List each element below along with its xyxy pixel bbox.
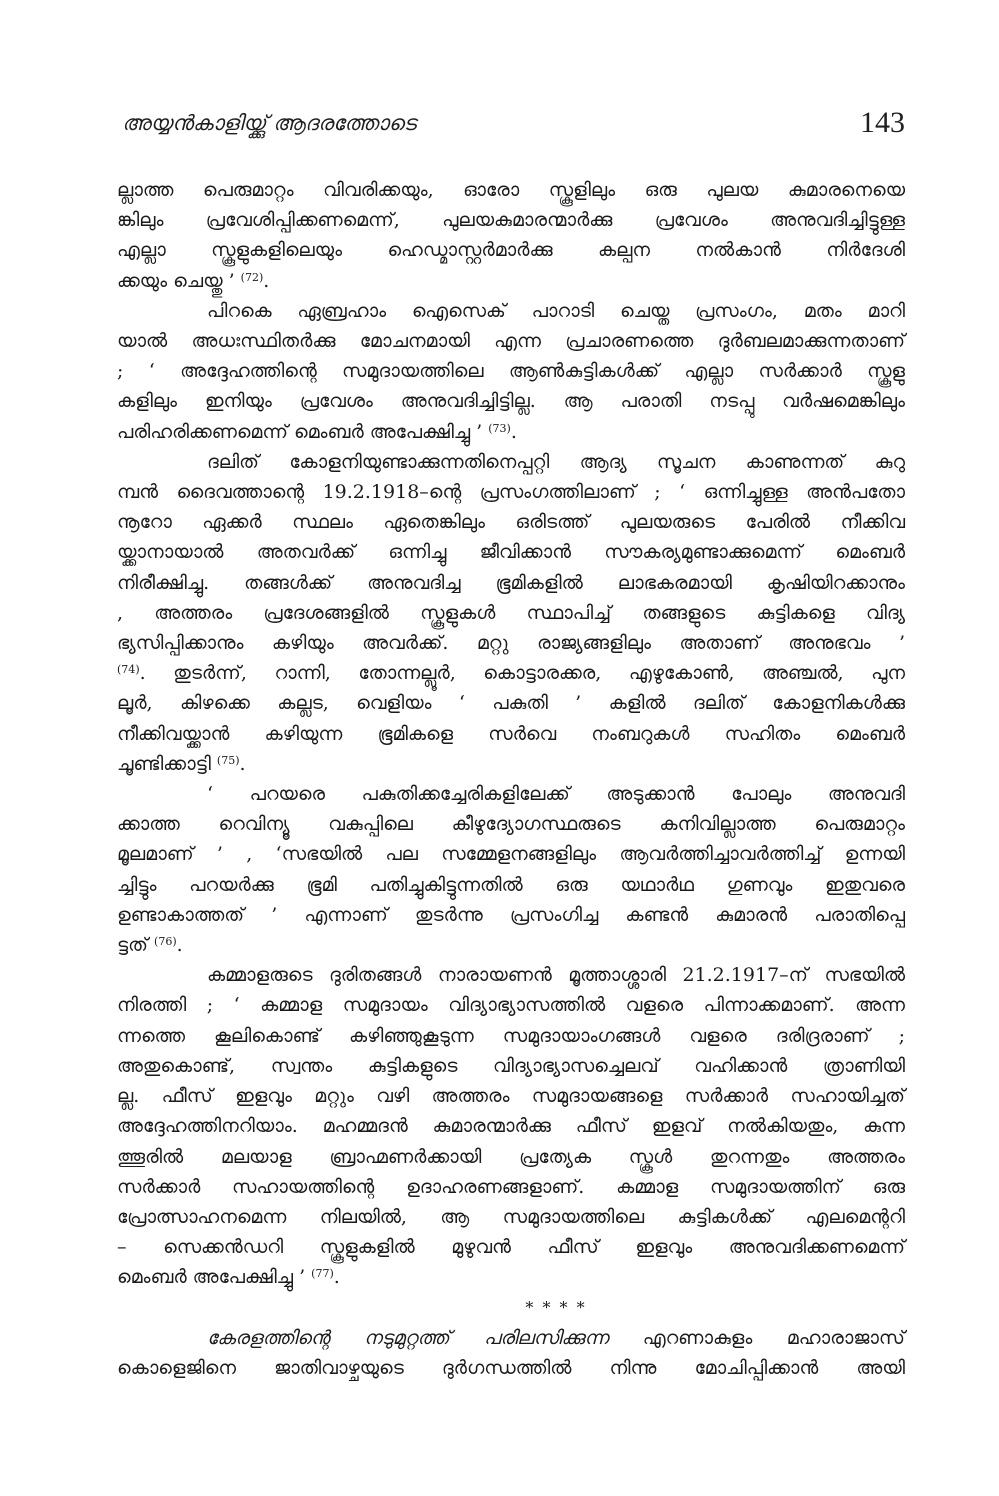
line-text: അദ്ദേഹത്തിനറിയാം. മഹമ്മദൻ കുമാരന്മാർക്കു ഫീസ് ഇളവ് നൽകിയതും, കുന്ന <box>117 1115 905 1138</box>
text-line <box>117 688 905 718</box>
line-text: – സെക്കൻഡറി സ്കൂളുകളിൽ മുഴുവൻ ഫീസ് ഇളവും അനുവദിക്കണമെന്ന് <box>117 1236 905 1259</box>
paragraph <box>117 779 905 960</box>
line-text: . തുടർന്ന്, റാന്നി, തോന്നല്ലൂർ, കൊട്ടാരക്കര, എഴുകോൺ, അഞ്ചൽ, പുന <box>139 662 905 685</box>
line-text: ന്നത്തെ കൂലികൊണ്ട് കഴിഞ്ഞുകൂടുന്ന സമുദായാംഗങ്ങൾ വളരെ ദരിദ്രരാണ് ; <box>117 1024 905 1047</box>
body-text <box>117 175 905 1383</box>
paragraph <box>117 175 905 296</box>
line-text: ട്ടത് <box>117 934 155 957</box>
text-line <box>117 356 905 386</box>
paragraph <box>117 1323 905 1383</box>
page-number: 143 <box>860 106 905 139</box>
text-line <box>117 1081 905 1111</box>
text-line <box>117 779 905 809</box>
paragraph <box>117 296 905 447</box>
footnote-ref: (73) <box>488 421 511 435</box>
text-line <box>117 1353 905 1383</box>
line-text: എറണാകുളം മഹാരാജാസ് <box>608 1326 905 1349</box>
line-text: ചൂണ്ടിക്കാട്ടി <box>117 752 217 775</box>
text-line <box>117 1172 905 1202</box>
line-text: അതുകൊണ്ട്, സ്വന്തം കുട്ടികളുടെ വിദ്യാഭ്യാസച്ചെലവ് വഹിക്കാൻ ത്രാണിയി <box>117 1054 905 1077</box>
line-text: കമ്മാളരുടെ ദുരിതങ്ങൾ നാരായണൻ മൂത്താശ്ശാരി 21.2.1917–ന് സഭയിൽ <box>207 964 905 987</box>
text-line <box>117 507 905 537</box>
running-title: അയ്യൻകാളിയ്ക്കു് ആദരത്തോടെ <box>122 110 416 135</box>
line-text: എല്ലാ സ്കൂളുകളിലെയും ഹെഡ്മാസ്റ്റർമാർക്കു കല്പന നൽകാൻ നിർദേശി <box>117 239 905 262</box>
line-text: ത്തൂരിൽ മലയാള ബ്രാഹ്മണർക്കായി പ്രത്യേക സ്കൂൾ തുറന്നതും അത്തരം <box>117 1145 905 1168</box>
line-text: യാൽ അധഃസ്ഥിതർക്കു മോചനമായി എന്ന പ്രചാരണത്തെ ദുർബലമാക്കുന്നതാണ് <box>117 330 905 353</box>
text-line <box>117 839 905 869</box>
footnote-ref: (77) <box>311 1267 334 1281</box>
paragraph <box>117 960 905 1292</box>
section-after-break <box>117 1323 905 1383</box>
line-text: ക്കയും ചെയ്തു ’ <box>117 269 241 292</box>
footnote-ref: (74) <box>117 663 140 677</box>
text-line <box>117 477 905 507</box>
line-text: ല്ല. ഫീസ് ഇളവും മറ്റും വഴി അത്തരം സമുദായങ്ങളെ സർക്കാർ സഹായിച്ചത് <box>117 1085 905 1108</box>
line-text: ങ്കിലും പ്രവേശിപ്പിക്കണമെന്ന്, പുലയകുമാരന്മാർക്കു പ്രവേശം അനുവദിച്ചിട്ടുള്ള <box>117 209 905 232</box>
line-text: നിരത്തി ; ‘ കമ്മാള സമുദായം വിദ്യാഭ്യാസത്തിൽ വളരെ പിന്നാക്കമാണ്. അന്ന <box>117 994 905 1017</box>
footnote-ref: (72) <box>240 270 264 284</box>
line-text: പിറകെ ഏബ്രഹാം ഐസെക് പാറാടി ചെയ്ത പ്രസംഗം, മതം മാറി <box>207 299 905 322</box>
line-text: . <box>239 752 246 775</box>
line-text: മെംബർ അപേക്ഷിച്ചു ’ <box>117 1266 312 1289</box>
paragraph <box>117 447 905 779</box>
line-text: ഉണ്ടാകാത്തത് ’ എന്നാണ് തുടർന്നു പ്രസംഗിച്ച കണ്ടൻ കുമാരൻ പരാതിപ്പെ <box>117 903 905 926</box>
line-text: . <box>333 1266 340 1289</box>
running-header <box>117 104 905 142</box>
line-text: നിരീക്ഷിച്ചു. തങ്ങൾക്ക് അനുവദിച്ച ഭൂമികളിൽ ലാഭകരമായി കൃഷിയിറക്കാനും <box>117 571 905 594</box>
line-text: ; ‘ അദ്ദേഹത്തിന്റെ സമുദായത്തിലെ ആൺകുട്ടികൾക്ക് എല്ലാ സർക്കാർ സ്കൂളു <box>117 360 905 383</box>
text-line <box>117 296 905 326</box>
text-line <box>117 1111 905 1141</box>
line-text: ല്ലാത്ത പെരുമാറ്റം വിവരിക്കയും, ഓരോ സ്കൂളിലും ഒരു പുലയ കുമാരനെയെ <box>117 179 905 201</box>
line-text: . <box>263 269 270 292</box>
text-line <box>117 1142 905 1172</box>
line-text: ‘ പറയരെ പകുതിക്കച്ചേരികളിലേക്ക് അടുക്കാൻ പോലും അനുവദി <box>207 783 905 806</box>
text-line <box>117 447 905 477</box>
line-text: ക്കാത്ത റെവിന്യൂ വകുപ്പിലെ കീഴുദ്യോഗസ്ഥരുടെ കനിവില്ലാത്ത പെരുമാറ്റം <box>117 813 905 836</box>
line-text: . <box>510 420 517 443</box>
text-line <box>117 537 905 567</box>
line-text: പ്രോത്സാഹനമെന്ന നിലയിൽ, ആ സമുദായത്തിലെ കുട്ടികൾക്ക് എലമെന്ററി <box>117 1205 905 1228</box>
line-text: ദലിത് കോളനിയുണ്ടാക്കുന്നതിനെപ്പറ്റി ആദ്യ സൂചന കാണുന്നത് കുറു <box>207 450 905 473</box>
text-line <box>117 266 905 296</box>
text-line <box>117 960 905 990</box>
text-line <box>117 719 905 749</box>
text-line <box>117 205 905 235</box>
line-text: മ്പൻ ദൈവത്താന്റെ 19.2.1918–ന്റെ പ്രസംഗത്തിലാണ് ; ‘ ഒന്നിച്ചുള്ള അൻപതോ <box>117 481 905 504</box>
text-line <box>117 809 905 839</box>
text-line <box>117 598 905 628</box>
text-line <box>117 870 905 900</box>
line-text: ലൂർ, കിഴക്കെ കല്ലട, വെളിയം ‘ പകുതി ’ കളിൽ ദലിത് കോളനികൾക്കു <box>117 692 905 715</box>
text-line <box>117 175 905 205</box>
line-text: ഭ്യസിപ്പിക്കാനും കഴിയും അവർക്ക്. മറ്റു രാജ്യങ്ങളിലും അതാണ് അനുഭവം ’ <box>117 632 905 655</box>
text-line <box>117 1262 905 1292</box>
line-text: കളിലും ഇനിയും പ്രവേശം അനുവദിച്ചിട്ടില്ല. ആ പരാതി നടപ്പു വർഷമെങ്കിലും <box>117 390 905 413</box>
emphasized-text: കേരളത്തിന്റെ നടുമുറ്റത്ത് പരിലസിക്കുന്ന <box>207 1326 609 1349</box>
text-line <box>117 1323 905 1353</box>
line-text: സർക്കാർ സഹായത്തിന്റെ ഉദാഹരണങ്ങളാണ്. കമ്മാള സമുദായത്തിന് ഒരു <box>117 1175 905 1198</box>
text-line <box>117 326 905 356</box>
text-line <box>117 417 905 447</box>
line-text: മൂലമാണ് ’ , ‘സഭയിൽ പല സമ്മേളനങ്ങളിലും ആവർത്തിച്ചാവർത്തിച്ച് ഉന്നയി <box>117 843 905 866</box>
text-line <box>117 1202 905 1232</box>
text-line <box>117 235 905 265</box>
line-text: നീക്കിവയ്ക്കാൻ കഴിയുന്ന ഭൂമികളെ സർവെ നംബറുകൾ സഹിതം മെംബർ <box>117 722 905 745</box>
text-line <box>117 658 905 688</box>
text-line <box>117 386 905 416</box>
footnote-ref: (76) <box>154 935 177 949</box>
text-line <box>117 568 905 598</box>
text-line <box>117 1051 905 1081</box>
text-line <box>117 1021 905 1051</box>
text-line <box>117 930 905 960</box>
text-line <box>117 1232 905 1262</box>
section-separator: * * * * <box>525 1297 587 1317</box>
section-before-break <box>117 175 905 1293</box>
line-text: ച്ചിട്ടും പറയർക്കു ഭൂമി പതിച്ചുകിട്ടുന്നതിൽ ഒരു യഥാർഥ ഗുണവും ഇതുവരെ <box>117 873 905 896</box>
line-text: , അത്തരം പ്രദേശങ്ങളിൽ സ്കൂളുകൾ സ്ഥാപിച്ച് തങ്ങളുടെ കുട്ടികളെ വിദ്യ <box>117 601 905 624</box>
text-line <box>117 628 905 658</box>
line-text: . <box>176 934 183 957</box>
text-line <box>117 900 905 930</box>
footnote-ref: (75) <box>216 753 240 767</box>
line-text: കൊളെജിനെ ജാതിവാഴ്ചയുടെ ദുർഗന്ധത്തിൽ നിന്നു മോചിപ്പിക്കാൻ അയി <box>117 1356 905 1379</box>
line-text: പരിഹരിക്കണമെന്ന് മെംബർ അപേക്ഷിച്ചു ’ <box>117 420 489 443</box>
text-line <box>117 749 905 779</box>
line-text: യ്ക്കാനായാൽ അതവർക്ക് ഒന്നിച്ചു ജീവിക്കാൻ സൗകര്യമുണ്ടാക്കുമെന്ന് മെംബർ <box>117 541 905 564</box>
line-text: നൂറോ ഏക്കർ സ്ഥലം ഏതെങ്കിലും ഒരിടത്ത് പുലയരുടെ പേരിൽ നീക്കിവ <box>117 511 905 534</box>
text-line <box>117 990 905 1020</box>
